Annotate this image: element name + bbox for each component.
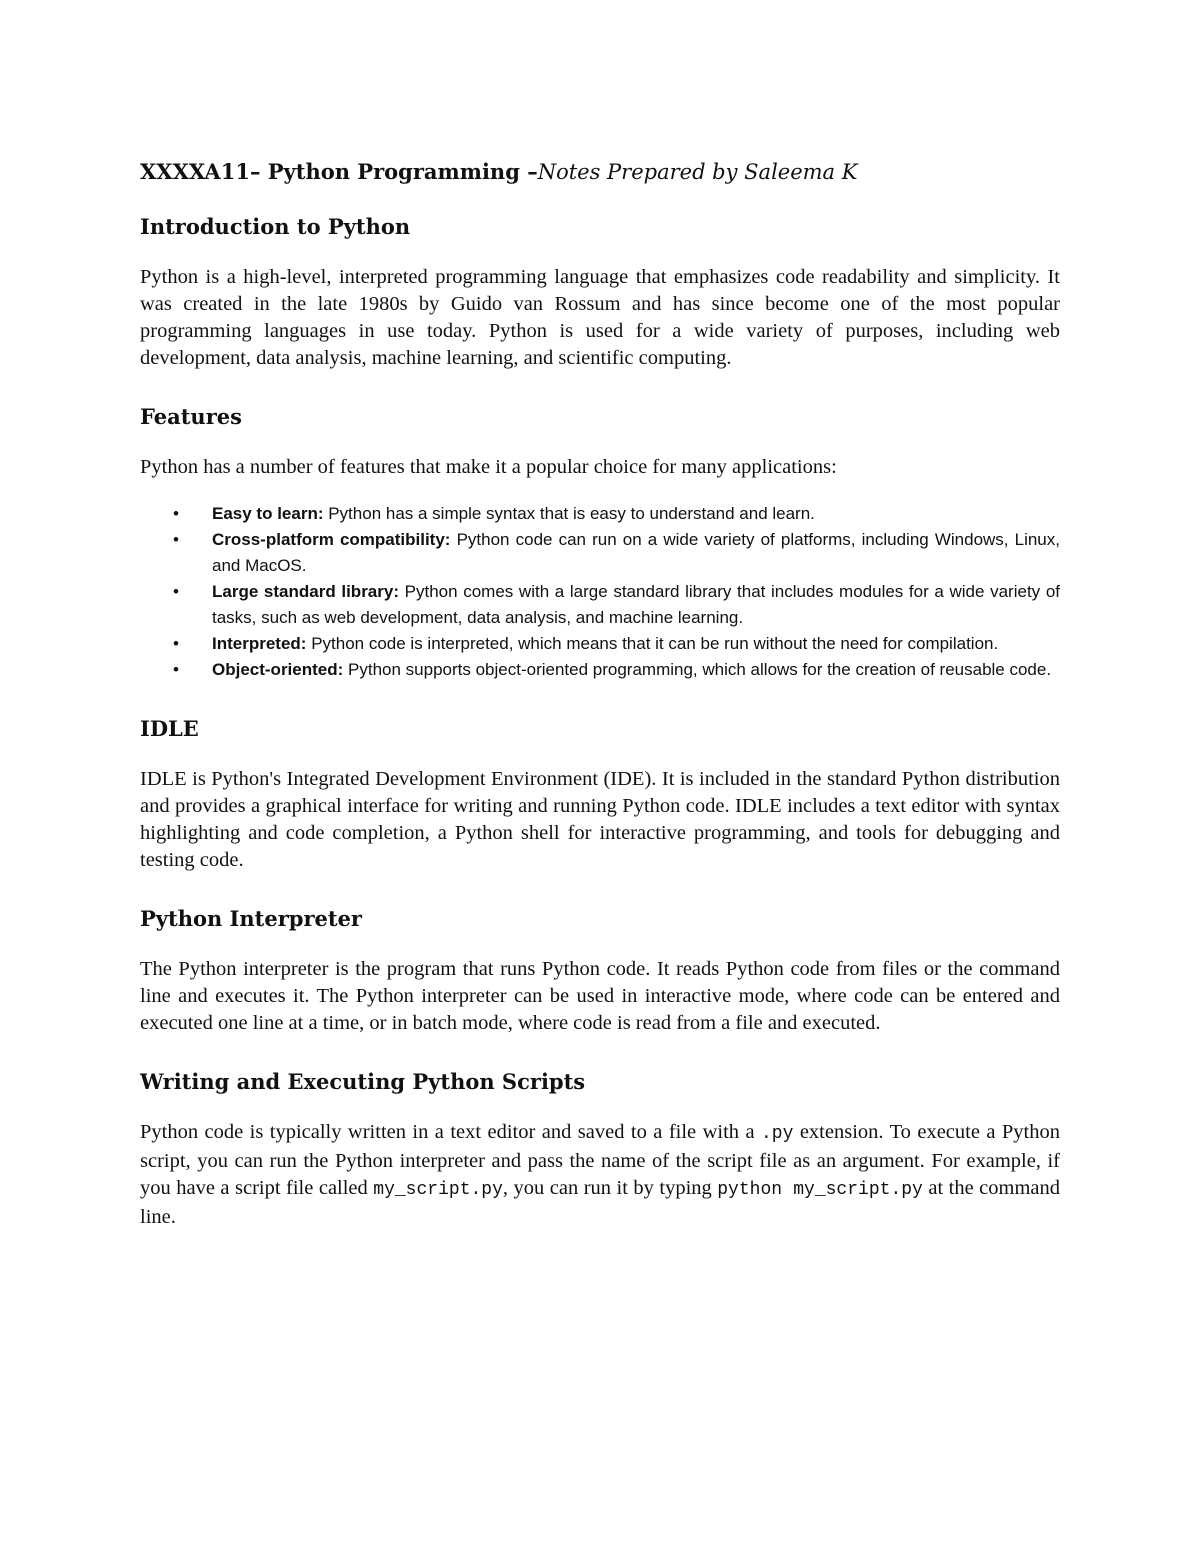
heading-python-interpreter: Python Interpreter	[140, 906, 362, 931]
bullet-icon: •	[173, 582, 179, 601]
list-item	[140, 579, 1060, 631]
document-body	[140, 158, 1060, 1231]
feature-description: Python supports object-oriented programming, which allows for the creation of reusable code.	[343, 660, 1052, 679]
feature-description: Python code can run on a wide variety of platforms, including Windows, Linux, and MacOS.	[212, 530, 1060, 575]
code-snippet: .py	[760, 1124, 794, 1144]
feature-term: Large standard library:	[212, 582, 399, 601]
code-snippet: my_script.py	[373, 1180, 503, 1200]
list-item	[140, 527, 1060, 579]
feature-description: Python has a simple syntax that is easy to understand and learn.	[323, 504, 815, 523]
features-lead-paragraph: Python has a number of features that make it a popular choice for many applications:	[140, 456, 837, 478]
feature-term: Easy to learn:	[212, 504, 324, 523]
list-item	[140, 501, 1060, 527]
scripts-text: extension. To execute a Python script, you can run the Python interpreter and pass the name of the script file as an argument. For example, if you have a script file called	[140, 1121, 1061, 1199]
intro-paragraph: Python is a high-level, interpreted programming language that emphasizes code readability and simplicity. It was created in the late 1980s by Guido van Rossum and has since become one of the most popular programming languages in use today. Python is used for a wide variety of purposes, including web development, data analysis, machine learning, and scientific computing.	[140, 266, 1060, 369]
heading-writing-executing-scripts: Writing and Executing Python Scripts	[140, 1069, 586, 1094]
heading-features: Features	[140, 404, 242, 429]
course-title: XXXXA11– Python Programming –	[140, 159, 538, 184]
feature-description: Python comes with a large standard library that includes modules for a wide variety of tasks, such as web development, data analysis, and machine learning.	[212, 582, 1060, 627]
notes-author: Notes Prepared by Saleema K	[537, 160, 858, 184]
interpreter-paragraph: The Python interpreter is the program that runs Python code. It reads Python code from files or the command line and executes it. The Python interpreter can be used in interactive mode, where code can be entered and executed one line at a time, or in batch mode, where code is read from a file and executed.	[140, 958, 1060, 1034]
feature-term: Interpreted:	[212, 634, 307, 653]
idle-paragraph: IDLE is Python's Integrated Development Environment (IDE). It is included in the standard Python distribution and provides a graphical interface for writing and running Python code. IDLE includes a text editor with syntax highlighting and code completion, a Python shell for interactive programming, and tools for debugging and testing code.	[140, 768, 1060, 871]
feature-term: Object-oriented:	[212, 660, 344, 679]
bullet-icon: •	[173, 660, 179, 679]
list-item	[140, 657, 1060, 683]
scripts-text: Python code is typically written in a text editor and saved to a file with a	[140, 1121, 761, 1143]
feature-description: Python code is interpreted, which means that it can be run without the need for compilation.	[306, 634, 999, 653]
scripts-paragraph	[140, 1119, 1060, 1231]
scripts-text: , you can run it by typing	[502, 1177, 718, 1199]
heading-introduction: Introduction to Python	[140, 214, 411, 239]
document-title	[140, 158, 1060, 186]
scripts-text: at the command line.	[140, 1177, 1060, 1228]
bullet-icon: •	[173, 530, 179, 549]
bullet-icon: •	[173, 504, 179, 523]
list-item	[140, 631, 1060, 657]
heading-idle: IDLE	[140, 716, 199, 741]
bullet-icon: •	[173, 634, 179, 653]
feature-term: Cross-platform compatibility:	[212, 530, 451, 549]
features-list	[140, 501, 1060, 683]
code-snippet: python my_script.py	[717, 1180, 923, 1200]
